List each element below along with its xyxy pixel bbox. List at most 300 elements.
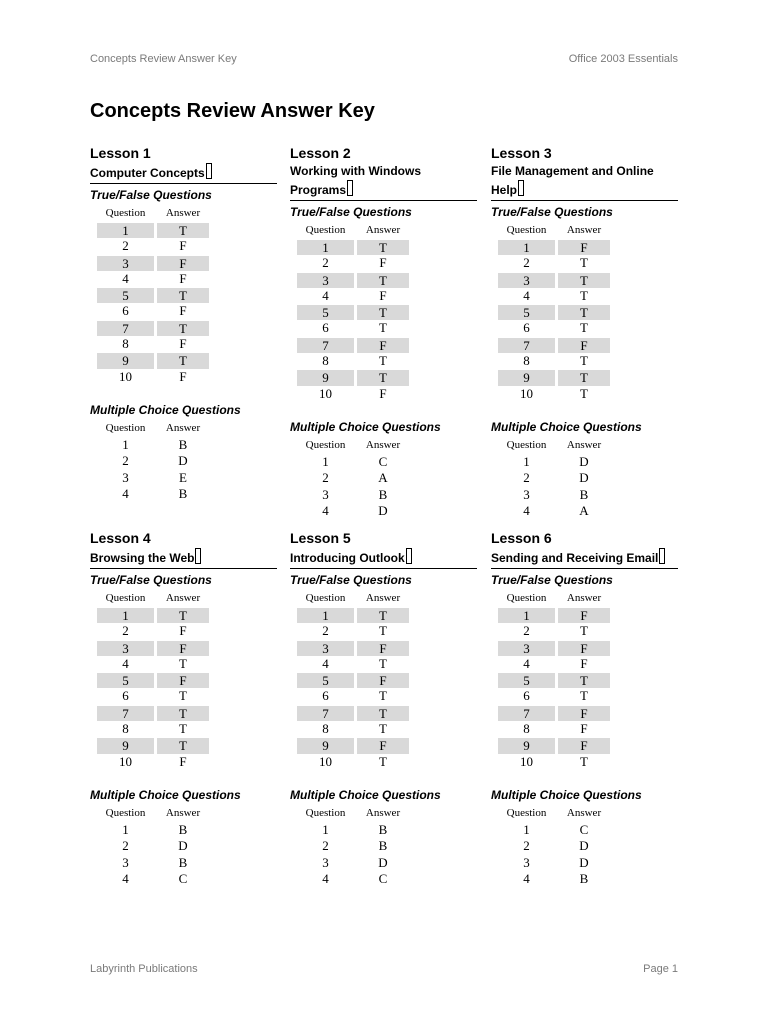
question-number: 1: [498, 608, 555, 623]
answer-value: T: [357, 608, 409, 623]
table-row: [297, 838, 477, 854]
table-row: [97, 705, 277, 721]
question-column-header: Question: [305, 592, 346, 604]
table-header-row: [297, 222, 477, 239]
question-number: 1: [97, 608, 154, 623]
question-number: 4: [523, 287, 530, 303]
table-row: [498, 656, 678, 672]
multiple-choice-heading: Multiple Choice Questions: [491, 787, 642, 802]
question-column-header: Question: [506, 438, 547, 451]
multiple-choice-heading: Multiple Choice Questions: [290, 787, 441, 802]
answer-value: T: [357, 370, 409, 385]
answer-column-header: Answer: [566, 438, 602, 451]
answer-value: F: [179, 368, 187, 384]
footer-right: Page 1: [643, 963, 678, 975]
answer-value: T: [379, 721, 387, 737]
answer-value: F: [179, 336, 187, 352]
answer-column-header: Answer: [165, 592, 201, 604]
table-row: [297, 369, 477, 385]
answer-value: T: [179, 688, 187, 704]
question-number: 3: [523, 854, 530, 870]
answer-value: T: [157, 288, 209, 303]
table-row: [498, 369, 678, 385]
table-row: [297, 487, 477, 503]
table-row: [297, 255, 477, 271]
table-row: [498, 255, 678, 271]
answer-value: T: [179, 721, 187, 737]
lesson-block: [90, 529, 277, 887]
table-row: [297, 688, 477, 704]
table-row: [97, 737, 277, 753]
question-number: 9: [297, 738, 354, 753]
question-column-header: Question: [105, 207, 146, 219]
table-row: [498, 320, 678, 336]
table-row: [498, 737, 678, 753]
answer-value: D: [378, 502, 388, 518]
question-number: 5: [297, 673, 354, 688]
lesson-number: Lesson 5: [290, 530, 351, 546]
question-column-header: Question: [506, 592, 547, 604]
table-row: [297, 754, 477, 770]
table-row: [498, 607, 678, 623]
answer-value: T: [558, 273, 610, 288]
answer-value: D: [378, 854, 388, 870]
table-row: [97, 486, 277, 502]
table-row: [97, 271, 277, 287]
question-number: 8: [122, 721, 129, 737]
table-row: [498, 855, 678, 871]
answer-value: F: [179, 270, 187, 286]
answer-value: D: [178, 838, 188, 854]
question-number: 8: [322, 353, 329, 369]
answer-table: [297, 222, 477, 402]
answer-column-header: Answer: [165, 207, 201, 219]
lesson-topic: [290, 548, 477, 569]
table-row: [97, 437, 277, 453]
placeholder-box-icon: [659, 548, 665, 564]
true-false-heading: True/False Questions: [90, 573, 212, 587]
table-row: [97, 688, 277, 704]
answer-value: T: [157, 223, 209, 238]
lesson-topic-text: Working with Windows Programs: [290, 164, 421, 197]
question-number: 4: [523, 655, 530, 671]
answer-value: F: [357, 738, 409, 753]
answer-table: [297, 437, 477, 519]
answer-value: D: [579, 470, 589, 486]
table-row: [97, 855, 277, 871]
table-row: [498, 672, 678, 688]
answer-value: F: [357, 338, 409, 353]
question-number: 10: [119, 753, 132, 769]
question-number: 4: [122, 655, 129, 671]
question-number: 6: [122, 688, 129, 704]
answer-value: T: [357, 240, 409, 255]
answer-value: F: [179, 753, 187, 769]
answer-value: T: [357, 273, 409, 288]
table-row: [297, 822, 477, 838]
answer-value: F: [580, 655, 588, 671]
table-row: [297, 503, 477, 519]
answer-value: F: [157, 673, 209, 688]
answer-value: T: [357, 706, 409, 721]
answer-value: D: [579, 838, 589, 854]
question-column-header: Question: [305, 806, 346, 819]
answer-value: D: [178, 453, 188, 469]
answer-value: F: [179, 623, 187, 639]
lesson-topic-text: Browsing the Web: [90, 551, 195, 565]
table-row: [498, 754, 678, 770]
answer-value: T: [580, 255, 588, 271]
answer-value: B: [378, 838, 388, 854]
lesson-topic-text: Sending and Receiving Email: [491, 551, 659, 565]
table-row: [498, 353, 678, 369]
table-header-row: [97, 590, 277, 607]
question-number: 4: [122, 270, 129, 286]
question-number: 6: [122, 303, 129, 319]
lesson-block: [290, 529, 477, 887]
question-number: 5: [498, 673, 555, 688]
answer-value: T: [558, 305, 610, 320]
question-number: 2: [523, 623, 530, 639]
answer-value: A: [378, 470, 388, 486]
table-header-row: [297, 437, 477, 454]
table-row: [97, 470, 277, 486]
question-number: 3: [297, 273, 354, 288]
answer-column-header: Answer: [566, 224, 602, 236]
table-row: [498, 288, 678, 304]
answer-value: T: [379, 320, 387, 336]
answer-value: F: [357, 673, 409, 688]
question-number: 2: [122, 238, 129, 254]
question-number: 4: [122, 870, 129, 886]
question-number: 2: [122, 623, 129, 639]
question-number: 3: [97, 256, 154, 271]
header-left: Concepts Review Answer Key: [90, 53, 237, 65]
table-row: [498, 304, 678, 320]
answer-value: T: [379, 688, 387, 704]
placeholder-box-icon: [206, 163, 212, 179]
question-number: 6: [322, 320, 329, 336]
table-header-row: [97, 805, 277, 822]
question-number: 3: [297, 641, 354, 656]
answer-value: F: [580, 721, 588, 737]
question-column-header: Question: [105, 592, 146, 604]
table-row: [97, 754, 277, 770]
running-header: [90, 53, 678, 65]
answer-value: T: [179, 655, 187, 671]
table-row: [498, 705, 678, 721]
table-row: [498, 239, 678, 255]
answer-value: B: [178, 436, 188, 452]
question-number: 9: [498, 370, 555, 385]
lesson-number: Lesson 4: [90, 530, 151, 546]
answer-value: A: [579, 502, 589, 518]
question-number: 3: [498, 273, 555, 288]
table-row: [498, 640, 678, 656]
question-number: 2: [523, 838, 530, 854]
question-number: 6: [322, 688, 329, 704]
answer-value: C: [378, 870, 388, 886]
table-row: [297, 607, 477, 623]
question-number: 1: [322, 453, 329, 469]
answer-column-header: Answer: [365, 592, 401, 604]
answer-value: T: [580, 623, 588, 639]
table-row: [97, 623, 277, 639]
table-row: [297, 239, 477, 255]
table-row: [498, 272, 678, 288]
question-number: 10: [319, 753, 332, 769]
table-header-row: [97, 420, 277, 437]
question-number: 1: [498, 240, 555, 255]
true-false-heading: True/False Questions: [491, 205, 613, 219]
answer-value: T: [157, 706, 209, 721]
multiple-choice-heading: Multiple Choice Questions: [290, 419, 441, 434]
answer-value: F: [379, 255, 387, 271]
lesson-block: [491, 144, 678, 519]
true-false-heading: True/False Questions: [90, 188, 212, 202]
answer-value: T: [580, 688, 588, 704]
lesson-topic: [491, 163, 678, 201]
lesson-number: Lesson 6: [491, 530, 552, 546]
header-right: Office 2003 Essentials: [568, 53, 678, 65]
footer-left: Labyrinth Publications: [90, 963, 198, 975]
question-number: 3: [322, 486, 329, 502]
lesson-topic-text: Computer Concepts: [90, 166, 205, 180]
question-number: 2: [322, 255, 329, 271]
lesson-block: [90, 144, 277, 502]
page-title: Concepts Review Answer Key: [90, 100, 375, 122]
answer-value: T: [357, 305, 409, 320]
lesson-topic-text: Introducing Outlook: [290, 551, 405, 565]
table-header-row: [498, 590, 678, 607]
question-number: 7: [97, 321, 154, 336]
multiple-choice-heading: Multiple Choice Questions: [90, 402, 241, 417]
question-column-header: Question: [105, 806, 146, 819]
question-number: 10: [520, 385, 533, 401]
true-false-heading: True/False Questions: [290, 573, 412, 587]
question-number: 7: [297, 338, 354, 353]
answer-value: C: [579, 821, 589, 837]
table-row: [97, 453, 277, 469]
answer-value: E: [179, 469, 187, 485]
answer-table: [97, 205, 277, 385]
question-column-header: Question: [105, 421, 146, 434]
answer-value: F: [157, 641, 209, 656]
lesson-topic: [90, 548, 277, 569]
question-number: 1: [97, 223, 154, 238]
question-number: 10: [119, 368, 132, 384]
table-row: [498, 337, 678, 353]
table-row: [498, 623, 678, 639]
question-number: 9: [297, 370, 354, 385]
answer-value: F: [179, 238, 187, 254]
answer-value: F: [558, 608, 610, 623]
question-number: 4: [322, 655, 329, 671]
table-row: [297, 656, 477, 672]
placeholder-box-icon: [195, 548, 201, 564]
table-header-row: [97, 205, 277, 222]
table-row: [498, 454, 678, 470]
answer-value: B: [178, 854, 188, 870]
answer-value: T: [580, 753, 588, 769]
answer-value: F: [379, 385, 387, 401]
table-row: [297, 304, 477, 320]
answer-table: [498, 805, 678, 887]
answer-value: T: [580, 353, 588, 369]
question-number: 7: [498, 706, 555, 721]
answer-column-header: Answer: [365, 438, 401, 451]
answer-value: T: [379, 623, 387, 639]
question-column-header: Question: [506, 224, 547, 236]
table-row: [297, 871, 477, 887]
answer-value: F: [157, 256, 209, 271]
table-row: [297, 640, 477, 656]
table-row: [297, 288, 477, 304]
question-number: 9: [97, 738, 154, 753]
table-row: [97, 222, 277, 238]
placeholder-box-icon: [518, 180, 524, 196]
table-row: [297, 737, 477, 753]
table-row: [297, 320, 477, 336]
question-number: 3: [498, 641, 555, 656]
table-row: [97, 352, 277, 368]
answer-value: F: [379, 287, 387, 303]
question-number: 9: [498, 738, 555, 753]
question-number: 1: [523, 821, 530, 837]
table-row: [498, 688, 678, 704]
answer-table: [97, 805, 277, 887]
lesson-topic: [290, 163, 477, 201]
table-row: [297, 672, 477, 688]
question-number: 5: [97, 288, 154, 303]
table-row: [297, 721, 477, 737]
question-number: 2: [523, 255, 530, 271]
table-row: [498, 871, 678, 887]
answer-value: F: [558, 338, 610, 353]
table-row: [498, 503, 678, 519]
table-row: [97, 369, 277, 385]
table-header-row: [297, 590, 477, 607]
answer-value: T: [157, 321, 209, 336]
answer-value: B: [178, 821, 188, 837]
answer-value: F: [558, 738, 610, 753]
table-row: [97, 320, 277, 336]
table-row: [97, 336, 277, 352]
question-number: 2: [122, 838, 129, 854]
answer-value: C: [378, 453, 388, 469]
answer-value: B: [579, 486, 589, 502]
table-row: [498, 721, 678, 737]
answer-table: [297, 805, 477, 887]
table-row: [297, 454, 477, 470]
question-number: 1: [122, 821, 129, 837]
answer-value: T: [157, 353, 209, 368]
question-number: 1: [322, 821, 329, 837]
question-number: 4: [523, 502, 530, 518]
answer-value: T: [379, 353, 387, 369]
question-number: 1: [523, 453, 530, 469]
answer-column-header: Answer: [566, 806, 602, 819]
table-row: [97, 287, 277, 303]
answer-column-header: Answer: [165, 806, 201, 819]
question-number: 5: [498, 305, 555, 320]
lesson-number: Lesson 3: [491, 145, 552, 161]
question-number: 2: [322, 838, 329, 854]
answer-value: B: [378, 821, 388, 837]
true-false-heading: True/False Questions: [290, 205, 412, 219]
question-number: 8: [122, 336, 129, 352]
lesson-number: Lesson 2: [290, 145, 351, 161]
table-row: [297, 855, 477, 871]
question-number: 5: [97, 673, 154, 688]
table-row: [498, 487, 678, 503]
answer-value: F: [558, 706, 610, 721]
answer-value: T: [379, 655, 387, 671]
answer-value: F: [558, 641, 610, 656]
table-header-row: [498, 437, 678, 454]
question-number: 4: [322, 502, 329, 518]
answer-value: D: [579, 453, 589, 469]
answer-table: [97, 590, 277, 770]
question-number: 3: [322, 854, 329, 870]
answer-value: C: [178, 870, 188, 886]
table-row: [297, 705, 477, 721]
question-number: 7: [297, 706, 354, 721]
question-number: 4: [523, 870, 530, 886]
question-number: 7: [97, 706, 154, 721]
lesson-topic: [491, 548, 678, 569]
question-number: 1: [297, 608, 354, 623]
table-row: [297, 386, 477, 402]
table-row: [97, 656, 277, 672]
answer-column-header: Answer: [566, 592, 602, 604]
answer-table: [498, 437, 678, 519]
question-column-header: Question: [506, 806, 547, 819]
answer-table: [498, 590, 678, 770]
answer-value: T: [558, 370, 610, 385]
lesson-topic: [90, 163, 277, 184]
table-row: [97, 822, 277, 838]
table-row: [97, 721, 277, 737]
question-number: 3: [523, 486, 530, 502]
question-number: 6: [523, 320, 530, 336]
table-row: [297, 337, 477, 353]
table-row: [97, 607, 277, 623]
answer-column-header: Answer: [165, 421, 201, 434]
table-row: [97, 255, 277, 271]
answer-value: F: [558, 240, 610, 255]
table-row: [97, 303, 277, 319]
question-number: 2: [122, 453, 129, 469]
question-column-header: Question: [305, 224, 346, 236]
answer-table: [97, 420, 277, 502]
question-number: 4: [322, 287, 329, 303]
answer-value: T: [558, 673, 610, 688]
lesson-block: [491, 529, 678, 887]
table-row: [297, 353, 477, 369]
table-row: [297, 272, 477, 288]
answer-value: T: [580, 385, 588, 401]
question-number: 2: [523, 470, 530, 486]
table-row: [498, 822, 678, 838]
multiple-choice-heading: Multiple Choice Questions: [90, 787, 241, 802]
question-number: 2: [322, 623, 329, 639]
table-row: [297, 470, 477, 486]
question-number: 7: [498, 338, 555, 353]
placeholder-box-icon: [406, 548, 412, 564]
table-row: [297, 623, 477, 639]
lesson-number: Lesson 1: [90, 145, 151, 161]
